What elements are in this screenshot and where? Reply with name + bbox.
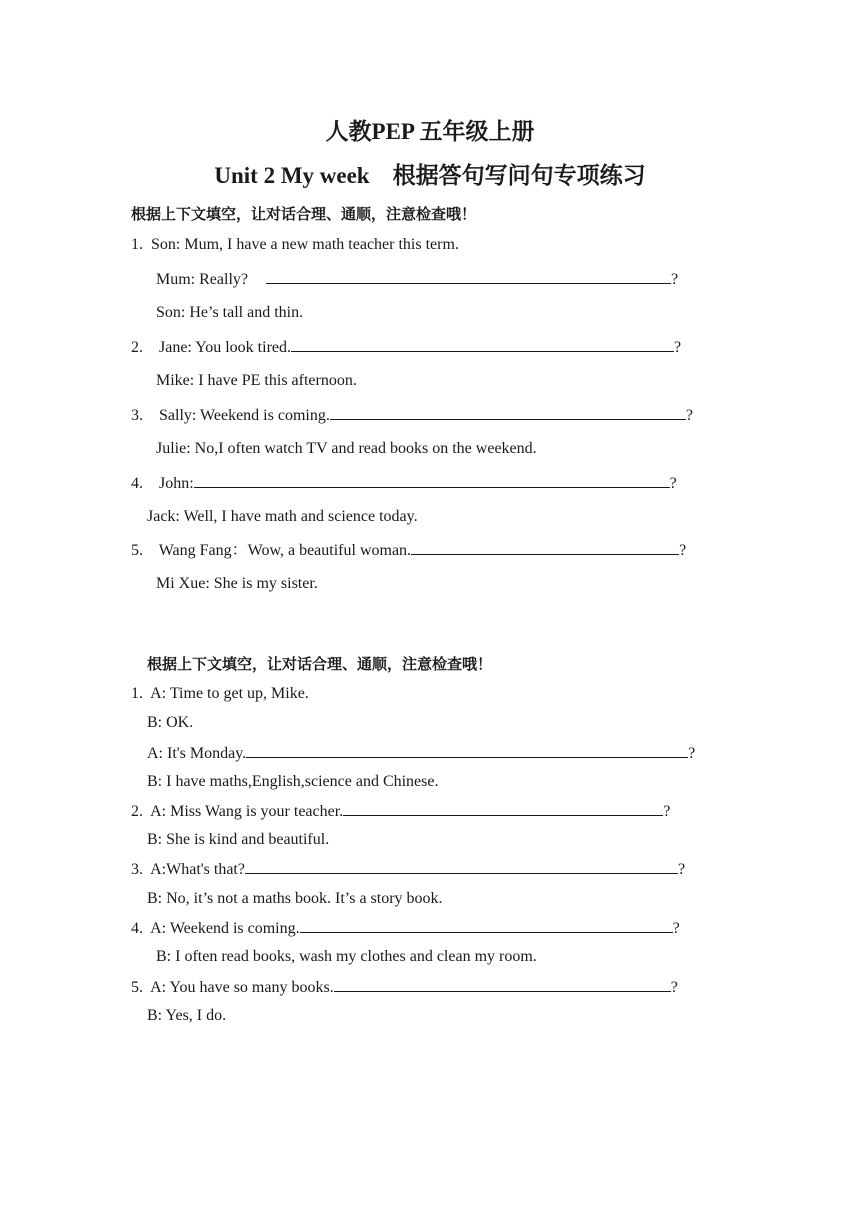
dialogue-text: Sally: Weekend is coming. (159, 407, 330, 424)
s1-q3-line1 (131, 405, 693, 426)
question-mark: ? (672, 920, 680, 937)
dialogue-text: A: You have so many books. (150, 979, 334, 996)
question-mark: ? (677, 861, 686, 878)
s1-q1-line2 (156, 269, 678, 290)
answer-blank[interactable] (343, 801, 663, 816)
s2-q5-answer: B: Yes, I do. (147, 1007, 227, 1024)
s1-q1-line1 (131, 235, 459, 255)
s1-q5-line1 (131, 540, 686, 561)
dialogue-text: A: Weekend is coming. (150, 920, 300, 937)
item-number: 5. (131, 979, 143, 996)
question-mark: ? (670, 271, 679, 288)
answer-blank[interactable] (266, 269, 671, 284)
s2-q1-line2: B: OK. (147, 714, 194, 731)
item-number: 3. (131, 861, 143, 878)
s1-q1-line3: Son: He’s tall and thin. (156, 304, 304, 321)
question-mark: ? (679, 542, 687, 559)
question-mark: ? (669, 475, 677, 492)
worksheet-subtitle: Unit 2 My week 根据答句写问句专项练习 (214, 163, 646, 188)
question-mark: ? (670, 979, 678, 996)
item-number: 1. (131, 685, 143, 702)
dialogue-text: A: It's Monday. (147, 745, 247, 762)
worksheet-title: 人教PEP 五年级上册 (325, 119, 535, 144)
dialogue-text: A:What's that? (150, 861, 245, 878)
dialogue-text: John: (159, 475, 194, 492)
answer-blank[interactable] (300, 918, 673, 933)
s2-q1-line1 (131, 684, 309, 704)
item-number: 2. (131, 803, 143, 820)
answer-blank[interactable] (291, 337, 674, 352)
question-mark: ? (685, 407, 693, 424)
s2-q1-answer: B: I have maths,English,science and Chinese. (147, 773, 439, 790)
question-mark: ? (674, 339, 682, 356)
item-number: 3. (131, 407, 143, 424)
dialogue-text: Wang Fang：Wow, a beautiful woman. (158, 542, 412, 559)
item-number: 2. (131, 339, 143, 356)
s2-q5-line1 (131, 977, 678, 998)
s2-q1-line3 (147, 743, 695, 764)
answer-blank[interactable] (194, 473, 670, 488)
answer-blank[interactable] (245, 859, 678, 874)
s1-q4-line1 (131, 473, 677, 494)
answer-blank[interactable] (246, 743, 688, 758)
question-mark: ? (663, 803, 671, 820)
item-number: 4. (131, 920, 143, 937)
dialogue-text: A: Time to get up, Mike. (150, 685, 309, 702)
item-number: 5. (131, 542, 143, 559)
item-number: 4. (131, 475, 143, 492)
dialogue-text: Mum: Really? (156, 271, 248, 288)
item-number: 1. (131, 236, 143, 253)
s2-q3-line1 (131, 859, 685, 880)
dialogue-text: Son: Mum, I have a new math teacher this term. (151, 236, 459, 253)
s2-q4-answer: B: I often read books, wash my clothes and clean my room. (156, 948, 537, 965)
dialogue-text: Jane: You look tired. (159, 339, 291, 356)
answer-blank[interactable] (330, 405, 686, 420)
s1-q5-line2: Mi Xue: She is my sister. (156, 575, 318, 592)
s1-q4-line2: Jack: Well, I have math and science today. (147, 508, 418, 525)
s2-q4-line1 (131, 918, 680, 939)
s1-q3-line2: Julie: No,I often watch TV and read books on the weekend. (156, 440, 537, 457)
answer-blank[interactable] (334, 977, 671, 992)
s1-q2-line2: Mike: I have PE this afternoon. (156, 372, 357, 389)
s2-q3-answer: B: No, it’s not a maths book. It’s a story book. (147, 890, 443, 907)
dialogue-text: A: Miss Wang is your teacher. (150, 803, 344, 820)
answer-blank[interactable] (411, 540, 679, 555)
s1-q2-line1 (131, 337, 681, 358)
question-mark: ? (688, 745, 696, 762)
section1-instruction: 根据上下文填空，让对话合理、通顺，注意检查哦！ (131, 205, 477, 223)
s2-q2-line1 (131, 801, 670, 822)
s2-q2-answer: B: She is kind and beautiful. (147, 831, 330, 848)
section2-instruction: 根据上下文填空，让对话合理、通顺，注意检查哦！ (147, 655, 493, 673)
